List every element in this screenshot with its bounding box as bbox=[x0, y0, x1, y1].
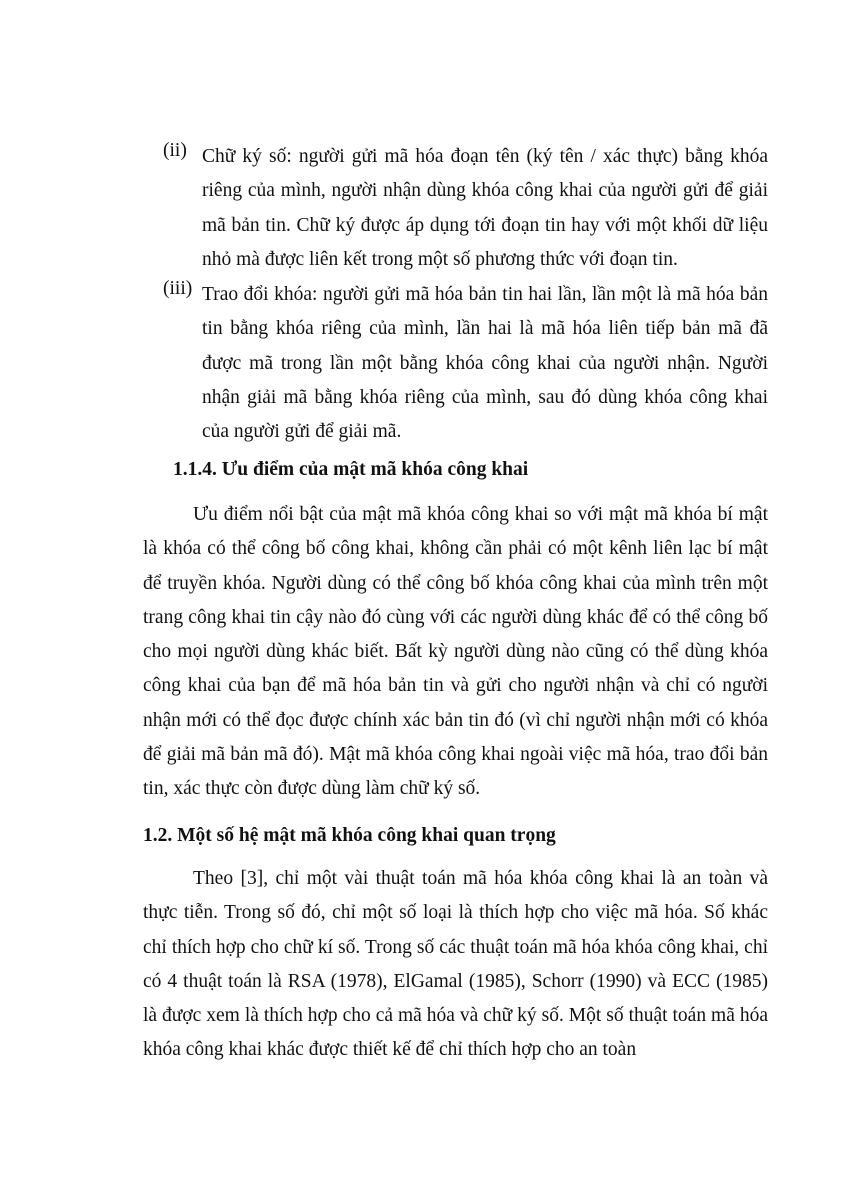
list-item-iii bbox=[163, 278, 768, 449]
paragraph-advantages: Ưu điểm nổi bật của mật mã khóa công khai so với mật mã khóa bí mật là khóa có thể công bố công khai, không cần phải có một kênh liên lạc bí mật để truyền khóa. Người dùng có thể công bố khóa công khai của mình trên một trang công khai tin cậy nào đó cùng với các người dùng khác để có thể công bố cho mọi người dùng khác biết. Bất kỳ người dùng nào cũng có thể dùng khóa công khai của bạn để mã hóa bản tin và gửi cho người nhận và chỉ có người nhận mới có thể đọc được chính xác bản tin đó (vì chỉ người nhận mới có khóa để giải mã bản mã đó). Mật mã khóa công khai ngoài việc mã hóa, trao đổi bản tin, xác thực còn được dùng làm chữ ký số. bbox=[143, 504, 768, 800]
list-marker: (iii) bbox=[163, 278, 193, 299]
paragraph-algorithms: Theo [3], chỉ một vài thuật toán mã hóa khóa công khai là an toàn và thực tiễn. Trong số đó, chỉ một số loại là thích hợp cho việc mã hóa. Số khác chỉ thích hợp cho chữ kí số. Trong số các thuật toán mã hóa khóa công khai, chỉ có 4 thuật toán là RSA (1978), ElGamal (1985), Schorr (1990) và ECC (1985) là được xem là thích hợp cho cả mã hóa và chữ ký số. Một số thuật toán mã hóa khóa công khai khác được thiết kế để chỉ thích hợp cho an toàn bbox=[143, 868, 768, 1061]
list-item-text: Trao đổi khóa: người gửi mã hóa bản tin hai lần, lần một là mã hóa bản tin bằng khóa riêng của mình, lần hai là mã hóa liên tiếp bản mã đã được mã trong lần một bằng khóa công khai của người nhận. Người nhận giải mã bằng khóa riêng của mình, sau đó dùng khóa công khai của người gửi để giải mã. bbox=[202, 284, 768, 443]
list-item-ii bbox=[163, 140, 768, 277]
section-heading-1-2: 1.2. Một số hệ mật mã khóa công khai quan trọng bbox=[143, 825, 556, 846]
section-heading-1-1-4: 1.1.4. Ưu điểm của mật mã khóa công khai bbox=[173, 459, 529, 480]
list-item-text: Chữ ký số: người gửi mã hóa đoạn tên (ký tên / xác thực) bằng khóa riêng của mình, người nhận dùng khóa công khai của người gửi để giải mã bản tin. Chữ ký được áp dụng tới đoạn tin hay với một khối dữ liệu nhỏ mà được liên kết trong một số phương thức với đoạn tin. bbox=[202, 146, 768, 270]
list-marker: (ii) bbox=[163, 140, 187, 161]
